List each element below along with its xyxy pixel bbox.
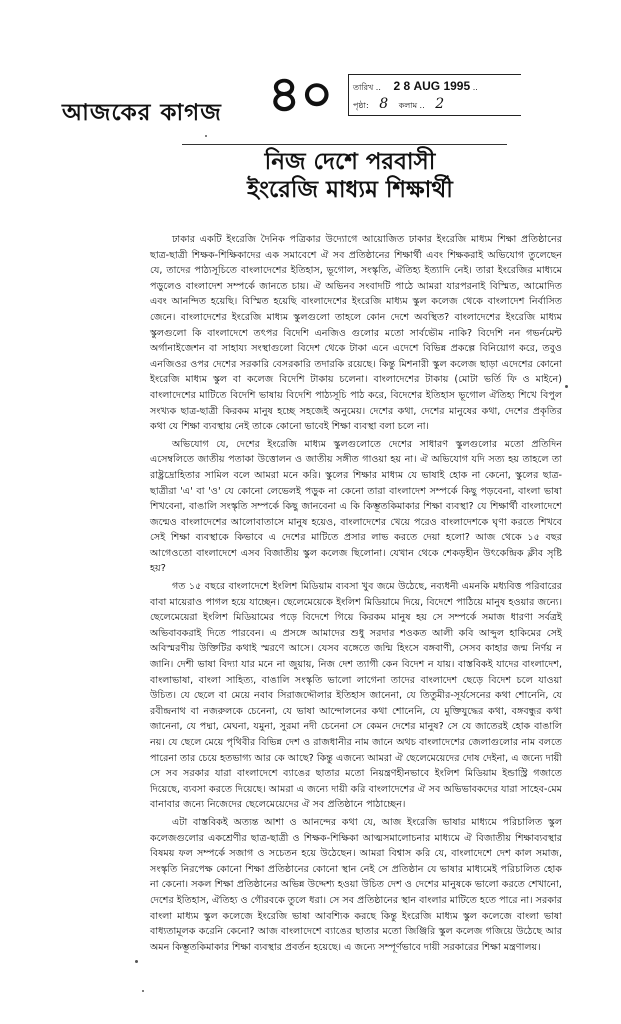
stamp-date-label: তারিখ	[353, 83, 374, 92]
headline-line-2: ইংরেজি মাধ্যম শিক্ষার্থী	[247, 177, 453, 203]
scan-speck	[142, 990, 144, 992]
masthead-newspaper-name: আজকের কাগজ	[62, 100, 222, 126]
scan-speck	[205, 135, 207, 137]
stamp-column-value: 2	[435, 96, 445, 112]
stamp-page-value: 8	[379, 96, 389, 112]
article-paragraph: ঢাকার একটি ইংরেজি দৈনিক পত্রিকার উদ্যোগে আয়োজিত ঢাকার ইংরেজি মাধ্যম শিক্ষা প্রতিষ্ঠানের ছাত্র-ছাত্রী শিক্ষক-শিক্ষিকাদের এক সমাবেশে ঐ সব প্রতিষ্ঠানের শিক্ষার্থী এবং শিক্ষকরাই অভিযোগ তুলেছেন যে, তাদের পাঠ্যসূচিতে বাংলাদেশের ইতিহাস, ভূগোল, সংস্কৃতি, ঐতিহ্য ইত্যাদি নেই। তারা ইংরেজির মাধ্যমে পড়ুলেও বাংলাদেশ সম্পর্কে জানতে চায়। ঐ অভিনব সংবাদটি পাঠে আমরা যারপরনাই বিস্মিত, আমোদিত এবং আনন্দিত হয়েছি। বিস্মিত হয়েছি বাংলাদেশের ইংরেজি মাধ্যম স্কুল কলেজ থেকে বাংলাদেশ নির্বাসিত জেনে। বাংলাদেশের ইংরেজি মাধ্যম স্কুলগুলো তাহলে কোন দেশে অবস্থিত? বাংলাদেশের ইংরেজি মাধ্যম স্কুলগুলো কি বাংলাদেশে তৎপর বিদেশি এনজিও গুলোর মতো সার্বভৌম নাকি? বিদেশি নন গভর্নমেন্ট অর্গানাইজেশন বা সাহায্য সংস্থাগুলো বিদেশ থেকে টাকা এনে এদেশে বিভিন্ন প্রকল্পে বিনিয়োগ করে, তবুও এনজিওর ওপর দেশের সরকারি বেসরকারি তদারকি রয়েছে। কিন্তু মিশনারী স্কুল কলেজ ছাড়া এদেশের কোনো ইংরেজি মাধ্যম স্কুল বা কলেজ বিদেশি টাকায় চলেনা। বাংলাদেশের টাকায় (মোটা ভর্তি ফি ও মাইনে) বাংলাদেশের মাটিতে বিদেশি ভাষায় বিদেশি পাঠ্যসূচি পাঠ করে, বিদেশের ইতিহাস ভূগোল ঐতিহ্য শিখে বিপুল সংখ্যক ছাত্র-ছাত্রী কিরকম মানুষ হচ্ছে সহজেই অনুমেয়। দেশের কথা, দেশের মানুষের কথা, দেশের প্রকৃতির কথা যে শিক্ষা ব্যবস্থায় নেই তাকে কোনো ভাবেই শিক্ষা ব্যবস্থা বলা চলে না।	[150, 234, 562, 433]
handwritten-page-number: ৪০	[268, 64, 333, 123]
article-body	[150, 232, 562, 957]
headline-line-1: নিজ দেশে পরবাসী	[264, 149, 436, 175]
stamp-page-row: পৃষ্ঠা: 8 কলাম .. 2	[353, 96, 445, 112]
scan-speck	[565, 385, 568, 388]
article-paragraph: অভিযোগ যে, দেশের ইংরেজি মাধ্যম স্কুলগুলোতে দেশের সাধারণ স্কুলগুলোর মতো প্রতিদিন এসেম্বলিতে জাতীয় পতাকা উত্তোলন ও জাতীয় সঙ্গীত গাওয়া হয় না। ঐ অভিযোগ যদি সত্য হয় তাহলে তা রাষ্ট্রদ্রোহিতার সামিল বলে আমরা মনে করি। স্কুলের শিক্ষার মাধ্যম যে ভাষাই হোক না কেনো, স্কুলের ছাত্র-ছাত্রীরা 'এ' বা 'ও' যে কোনো লেভেলই পড়ুক না কেনো তারা বাংলাদেশ সম্পর্কে কিছু পড়বেনা, বাংলা ভাষা শিখবেনা, বাঙালি সংস্কৃতি সম্পর্কে কিছু জানবেনা এ কি কিম্ভূতকিমাকার শিক্ষা ব্যবস্থা? যে শিক্ষার্থী বাংলাদেশে জন্মেও বাংলাদেশের আলোবাতাসে মানুষ হয়েও, বাংলাদেশের খেয়ে পরেও বাংলাদেশকে ঘৃণা করতে শিখবে সেই শিক্ষা ব্যবস্থাকে কিভাবে এ দেশের মাটিতে প্রসার লাভ করতে দেয়া হলো? আজ থেকে ১৫ বছর আগেওতো বাংলাদেশে এসব বিজাতীয় স্কুল কলেজ ছিলোনা। যেখান থেকে শেকড়হীন উৎকেন্দ্রিক ক্লীব সৃষ্টি হয়?	[150, 438, 562, 575]
archive-date-stamp	[348, 74, 521, 116]
article-paragraph: এটা বাস্তবিকই অত্যন্ত আশা ও আনন্দের কথা যে, আজ ইংরেজি ভাষার মাধ্যমে পরিচালিত স্কুল কলেজগুলোর একশ্রেণীর ছাত্র-ছাত্রী ও শিক্ষক-শিক্ষিকা আত্মসমালোচনার মাধ্যমে ঐ বিজাতীয় শিক্ষাব্যবস্থার বিষময় ফল সম্পর্কে সজাগ ও সচেতন হয়ে উঠেছেন। আমরা বিশ্বাস করি যে, বাংলাদেশে দেশ কাল সমাজ, সংস্কৃতি নিরপেক্ষ কোনো শিক্ষা প্রতিষ্ঠানের কোনো স্থান নেই সে প্রতিষ্ঠান যে ভাষার মাধ্যমেই পরিচালিত হোক না কেনো। সকল শিক্ষা প্রতিষ্ঠানের অভিন্ন উদ্দেশ্য হওয়া উচিত দেশ ও দেশের মানুষকে ভালো করতে শেখানো, দেশের ইতিহাস, ঐতিহ্য ও গৌরবকে তুলে ধরা। সে সব প্রতিষ্ঠানের স্থান বাংলার মাটিতে হতে পারে না। সরকার বাংলা মাধ্যম স্কুল কলেজে ইংরেজি ভাষা আবশ্যিক করছে কিন্তু ইংরেজি মাধ্যম স্কুল কলেজে বাংলা ভাষা বাধ্যতামূলক করেনি কেনো? আজ বাংলাদেশে ব্যাঙের ছাতার মতো জিঞ্জিরি স্কুল কলেজ গজিয়ে উঠেছে আর অমন কিম্ভূতকিমাকার শিক্ষা ব্যবস্থার প্রবর্তন হয়েছে। এ জন্যে সম্পূর্ণভাবে দায়ী সরকারের শিক্ষা মন্ত্রণালয়।	[150, 816, 562, 953]
stamp-column-label: কলাম	[398, 101, 418, 110]
stamp-page-label: পৃষ্ঠা	[353, 101, 366, 110]
article-paragraph: গত ১৫ বছরে বাংলাদেশে ইংলিশ মিডিয়াম ব্যবসা খুব জমে উঠেছে, নব্যধনী এমনকি মধ্যবিত্ত পরিবারের বাবা মায়েরাও পাগল হয়ে যাচ্ছেন। ছেলেমেয়েকে ইংলিশ মিডিয়ামে দিয়ে, বিদেশে পাঠিয়ে মানুষ হওয়ার জন্যে। ছেলেমেয়েরা ইংলিশ মিডিয়ামের পড়ে বিদেশে গিয়ে কিরকম মানুষ হয় সে সম্পর্কে সমাজ ধারণা সর্বত্রই অভিবাবকরাই দিতে পারবেন। এ প্রসঙ্গে আমাদের শুধু সরদার শওকত আলী কবি আব্দুল হাকিমের সেই অবিস্মরণীয় উক্তিটির কথাই স্মরণে আসে। যেসব বঙ্গেতে জন্মি হিংসে বঙ্গবাণী, সেসব কাহার জন্ম নির্ণয় ন জানি। দেশী ভাষা বিদ্যা যার মনে না জুয়ায়, নিজ দেশ ত্যাগী কেন বিদেশ ন যায়। বাস্তবিকই যাদের বাংলাদেশ, বাংলাভাষা, বাংলা সাহিত্য, বাঙালি সংস্কৃতি ভালো লাগেনা তাদের বাংলাদেশ ছেড়ে বিদেশ চলে যাওয়া উচিত। যে ছেলে বা মেয়ে নবাব সিরাজদ্দৌলার ইতিহাস জানেনা, যে তিতুমীর-সূর্যসেনের কথা শোনেনি, যে রবীন্দ্রনাথ বা নজরুলকে চেনেনা, যে ভাষা আন্দোলনের কথা শোনেনি, যে মুক্তিযুদ্ধের কথা, বঙ্গবন্ধুর কথা জানেনা, যে পদ্মা, মেঘনা, যমুনা, সুরমা নদী চেনেনা সে কেমন দেশের মানুষ? সে যে জাতেরই হোক বাঙালি নয়। যে ছেলে মেয়ে পৃথিবীর বিভিন্ন দেশ ও রাজধানীর নাম জানে অথচ বাংলাদেশের জেলাগুলোর নাম বলতে পারেনা তার চেয়ে হতভাগ্য আর কে আছে? কিন্তু এজন্যে আমরা ঐ ছেলেমেয়েদের দোষ দেইনা, এ জন্যে দায়ী সে সব সরকার যারা বাংলাদেশে ব্যাঙের ছাতার মতো নিয়ন্ত্রণহীনভাবে ইংলিশ মিডিয়াম ইন্ডাস্ট্রি গজাতে দিয়েছে, ব্যবসা করতে দিয়েছে। আমরা এ জন্যে দায়ী করি বাংলাদেশের ঐ সব অভিভাবকদের যারা সাহেব-মেম বানাবার জন্যে নিজেদের ছেলেমেয়েদের ঐ সব প্রতিষ্ঠানে পাঠাচ্ছেন।	[150, 581, 562, 811]
stamp-date: 2 8 AUG 1995	[393, 79, 471, 93]
headline-rule	[182, 144, 507, 145]
headline	[160, 148, 540, 204]
stamp-date-row: তারিখ .. 2 8 AUG 1995 ..	[353, 79, 478, 93]
scan-speck	[135, 960, 138, 963]
